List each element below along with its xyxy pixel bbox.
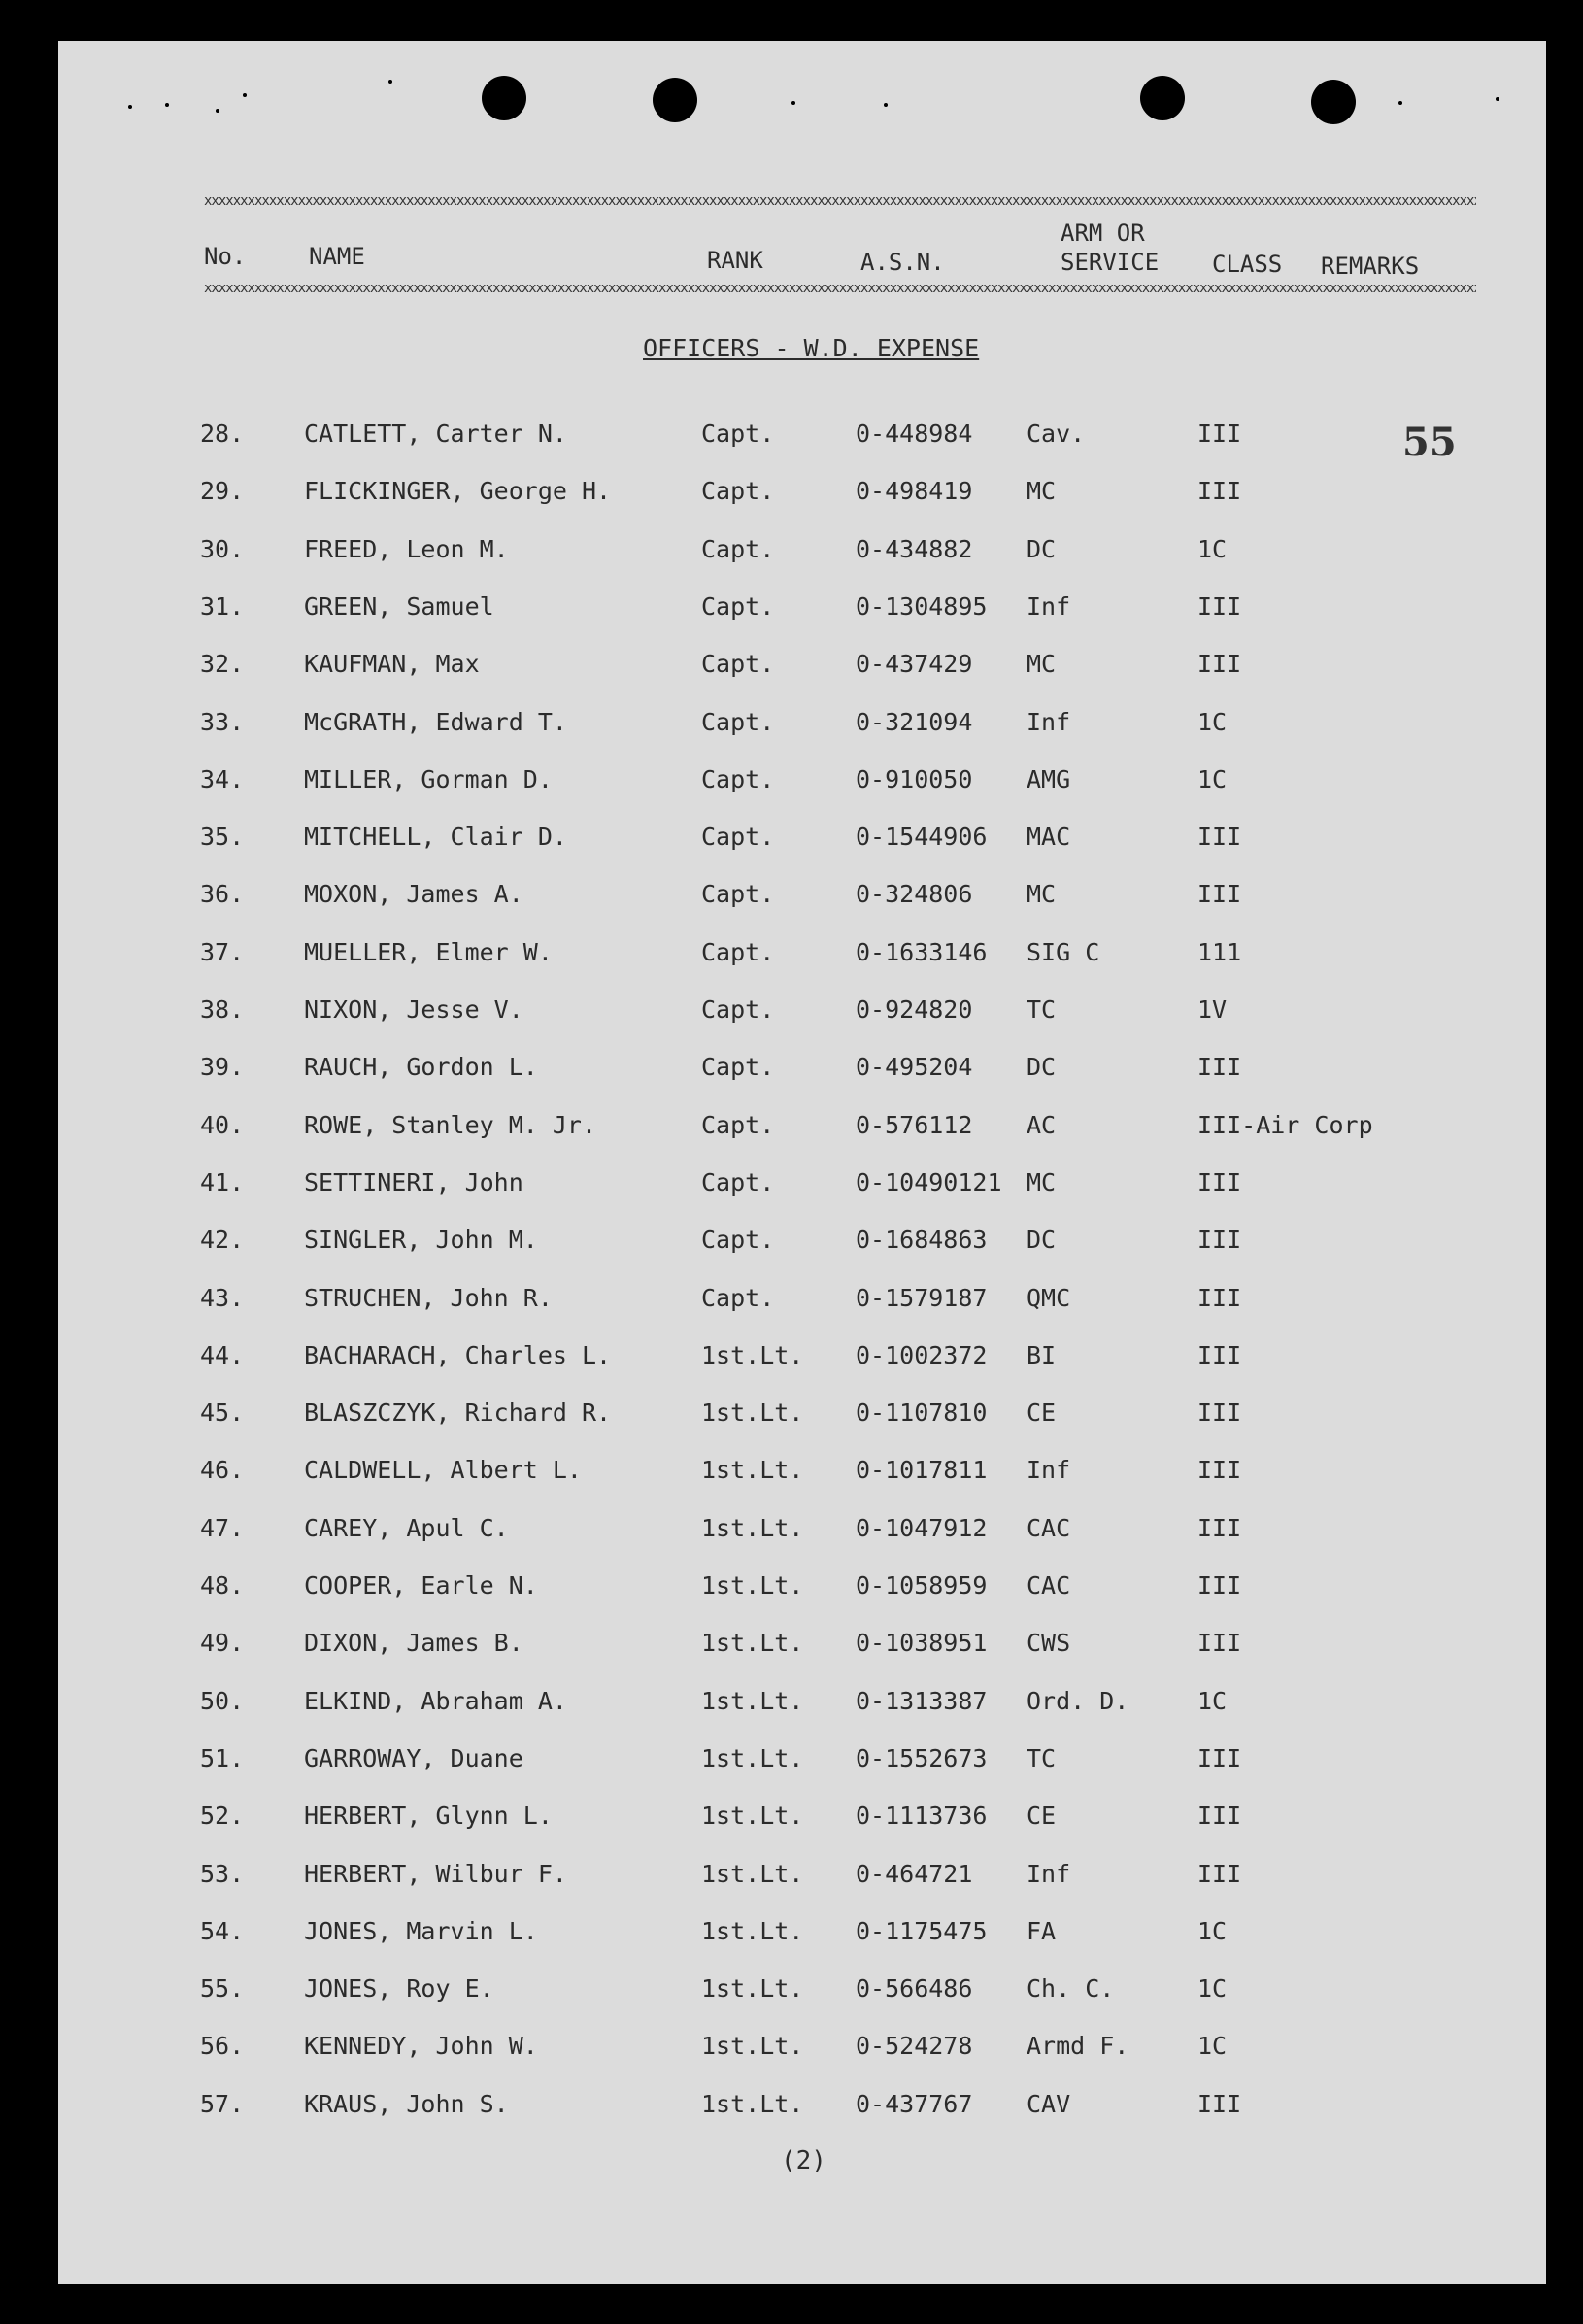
class-cell: III — [1197, 1340, 1242, 1369]
table-row — [58, 1341, 1546, 1380]
rank-cell: Capt. — [701, 477, 775, 506]
class-cell: III — [1197, 1859, 1242, 1888]
officer-name: MILLER, Gorman D. — [304, 764, 553, 793]
arm-service-cell: QMC — [1027, 1283, 1071, 1312]
class-cell: 1C — [1197, 707, 1228, 736]
arm-service-cell: Armd F. — [1027, 2032, 1129, 2061]
class-cell: III — [1197, 1571, 1242, 1600]
arm-service-cell: MC — [1027, 1167, 1057, 1196]
asn-cell: 0-1002372 — [856, 1340, 988, 1369]
row-number: 40. — [200, 1110, 245, 1139]
arm-service-cell: Cav. — [1027, 420, 1086, 448]
officer-name: HERBERT, Glynn L. — [304, 1802, 553, 1831]
asn-cell: 0-321094 — [856, 707, 973, 736]
asn-cell: 0-1544906 — [856, 823, 988, 852]
arm-service-cell: CAC — [1027, 1571, 1071, 1600]
arm-service-cell: AC — [1027, 1110, 1057, 1139]
arm-service-cell: BI — [1027, 1340, 1057, 1369]
table-row — [58, 1456, 1546, 1495]
arm-service-cell: DC — [1027, 1053, 1057, 1082]
row-number: 56. — [200, 2032, 245, 2061]
arm-service-cell: SIG C — [1027, 937, 1100, 966]
officer-name: SETTINERI, John — [304, 1167, 523, 1196]
table-row — [58, 1917, 1546, 1956]
officer-name: MUELLER, Elmer W. — [304, 937, 553, 966]
row-number: 30. — [200, 534, 245, 563]
row-number: 46. — [200, 1456, 245, 1485]
arm-service-cell: DC — [1027, 1226, 1057, 1255]
class-cell: III — [1197, 650, 1242, 679]
table-row — [58, 535, 1546, 574]
arm-service-cell: Ord. D. — [1027, 1686, 1129, 1715]
rank-cell: 1st.Lt. — [701, 2032, 804, 2061]
table-row — [58, 1687, 1546, 1726]
speck — [216, 109, 219, 113]
rank-cell: 1st.Lt. — [701, 1629, 804, 1658]
table-row — [58, 1053, 1546, 1092]
rank-cell: Capt. — [701, 1053, 775, 1082]
class-cell: III — [1197, 591, 1242, 621]
table-row — [58, 880, 1546, 919]
asn-cell: 0-1304895 — [856, 591, 988, 621]
class-cell: III — [1197, 1513, 1242, 1542]
class-cell: III — [1197, 1743, 1242, 1772]
class-cell: 1C — [1197, 534, 1228, 563]
table-row — [58, 1802, 1546, 1840]
row-number: 47. — [200, 1513, 245, 1542]
row-number: 34. — [200, 764, 245, 793]
rank-cell: 1st.Lt. — [701, 1571, 804, 1600]
asn-cell: 0-1552673 — [856, 1743, 988, 1772]
officer-name: KENNEDY, John W. — [304, 2032, 538, 2061]
header-no: No. — [204, 243, 247, 270]
class-cell: 1C — [1197, 1974, 1228, 2004]
arm-service-cell: Ch. C. — [1027, 1974, 1115, 2004]
class-cell: 1C — [1197, 1686, 1228, 1715]
punch-hole — [1140, 76, 1185, 120]
rank-cell: Capt. — [701, 1283, 775, 1312]
asn-cell: 0-524278 — [856, 2032, 973, 2061]
row-number: 52. — [200, 1802, 245, 1831]
officer-name: JONES, Marvin L. — [304, 1916, 538, 1945]
row-number: 29. — [200, 477, 245, 506]
class-cell: III — [1197, 1167, 1242, 1196]
row-number: 45. — [200, 1398, 245, 1428]
officer-name: CAREY, Apul C. — [304, 1513, 509, 1542]
arm-service-cell: DC — [1027, 534, 1057, 563]
table-row — [58, 1398, 1546, 1437]
class-cell: III — [1197, 823, 1242, 852]
asn-cell: 0-448984 — [856, 420, 973, 448]
row-number: 49. — [200, 1629, 245, 1658]
class-cell: III — [1197, 1398, 1242, 1428]
class-cell: III — [1197, 1226, 1242, 1255]
officer-name: BLASZCZYK, Richard R. — [304, 1398, 612, 1428]
section-title: OFFICERS - W.D. EXPENSE — [643, 334, 980, 362]
rank-cell: 1st.Lt. — [701, 1974, 804, 2004]
rank-cell: 1st.Lt. — [701, 1686, 804, 1715]
rank-cell: Capt. — [701, 1110, 775, 1139]
row-number: 37. — [200, 937, 245, 966]
asn-cell: 0-1047912 — [856, 1513, 988, 1542]
officer-name: MOXON, James A. — [304, 880, 523, 909]
arm-service-cell: Inf — [1027, 707, 1071, 736]
row-number: 57. — [200, 2089, 245, 2118]
table-row — [58, 1284, 1546, 1323]
page-number: (2) — [781, 2146, 826, 2175]
arm-service-cell: CE — [1027, 1398, 1057, 1428]
table-row — [58, 592, 1546, 631]
arm-service-cell: TC — [1027, 995, 1057, 1024]
class-cell: III — [1197, 2089, 1242, 2118]
officer-name: HERBERT, Wilbur F. — [304, 1859, 567, 1888]
officer-name: GARROWAY, Duane — [304, 1743, 523, 1772]
asn-cell: 0-1684863 — [856, 1226, 988, 1255]
officer-name: DIXON, James B. — [304, 1629, 523, 1658]
document-page — [58, 41, 1546, 2284]
asn-cell: 0-495204 — [856, 1053, 973, 1082]
table-row — [58, 1168, 1546, 1207]
rank-cell: 1st.Lt. — [701, 1340, 804, 1369]
asn-cell: 0-1175475 — [856, 1916, 988, 1945]
row-number: 51. — [200, 1743, 245, 1772]
rank-cell: 1st.Lt. — [701, 1916, 804, 1945]
rank-cell: Capt. — [701, 650, 775, 679]
officer-name: FLICKINGER, George H. — [304, 477, 612, 506]
rank-cell: Capt. — [701, 534, 775, 563]
class-cell: III — [1197, 1629, 1242, 1658]
asn-cell: 0-924820 — [856, 995, 973, 1024]
speck — [884, 103, 888, 107]
punch-hole — [653, 78, 697, 122]
class-cell: III — [1197, 880, 1242, 909]
header-arm-line2: SERVICE — [1061, 249, 1160, 276]
officer-name: KRAUS, John S. — [304, 2089, 509, 2118]
arm-service-cell: MC — [1027, 650, 1057, 679]
arm-service-cell: FA — [1027, 1916, 1057, 1945]
officer-name: RAUCH, Gordon L. — [304, 1053, 538, 1082]
row-number: 41. — [200, 1167, 245, 1196]
speck — [128, 105, 132, 109]
table-row — [58, 1514, 1546, 1553]
separator-bottom — [204, 282, 1476, 295]
asn-cell: 0-498419 — [856, 477, 973, 506]
table-row — [58, 1226, 1546, 1264]
arm-service-cell: MC — [1027, 477, 1057, 506]
header-rank: RANK — [707, 247, 763, 274]
row-number: 32. — [200, 650, 245, 679]
arm-service-cell: Inf — [1027, 1859, 1071, 1888]
rank-cell: 1st.Lt. — [701, 1456, 804, 1485]
row-number: 50. — [200, 1686, 245, 1715]
class-cell: III-Air Corp — [1197, 1110, 1373, 1139]
table-row — [58, 708, 1546, 747]
asn-cell: 0-434882 — [856, 534, 973, 563]
header-asn: A.S.N. — [860, 249, 945, 276]
rank-cell: Capt. — [701, 707, 775, 736]
row-number: 42. — [200, 1226, 245, 1255]
row-number: 35. — [200, 823, 245, 852]
officer-name: CATLETT, Carter N. — [304, 420, 567, 448]
asn-cell: 0-1107810 — [856, 1398, 988, 1428]
asn-cell: 0-1313387 — [856, 1686, 988, 1715]
row-number: 44. — [200, 1340, 245, 1369]
punch-hole — [482, 76, 526, 120]
officer-name: ELKIND, Abraham A. — [304, 1686, 567, 1715]
asn-cell: 0-576112 — [856, 1110, 973, 1139]
table-row — [58, 823, 1546, 861]
asn-cell: 0-464721 — [856, 1859, 973, 1888]
arm-service-cell: Inf — [1027, 1456, 1071, 1485]
table-row — [58, 1744, 1546, 1783]
asn-cell: 0-324806 — [856, 880, 973, 909]
class-cell: 1C — [1197, 1916, 1228, 1945]
row-number: 43. — [200, 1283, 245, 1312]
speck — [165, 103, 169, 107]
class-cell: 1C — [1197, 2032, 1228, 2061]
class-cell: III — [1197, 1283, 1242, 1312]
rank-cell: Capt. — [701, 591, 775, 621]
officer-name: SINGLER, John M. — [304, 1226, 538, 1255]
speck — [1398, 101, 1402, 105]
asn-cell: 0-1113736 — [856, 1802, 988, 1831]
asn-cell: 0-1038951 — [856, 1629, 988, 1658]
asn-cell: 0-1579187 — [856, 1283, 988, 1312]
arm-service-cell: MAC — [1027, 823, 1071, 852]
officer-name: NIXON, Jesse V. — [304, 995, 523, 1024]
row-number: 53. — [200, 1859, 245, 1888]
class-cell: 111 — [1197, 937, 1242, 966]
officer-name: McGRATH, Edward T. — [304, 707, 567, 736]
arm-service-cell: TC — [1027, 1743, 1057, 1772]
officer-name: MITCHELL, Clair D. — [304, 823, 567, 852]
table-row — [58, 765, 1546, 804]
table-row — [58, 477, 1546, 516]
row-number: 28. — [200, 420, 245, 448]
arm-service-cell: CAV — [1027, 2089, 1071, 2118]
rank-cell: 1st.Lt. — [701, 1398, 804, 1428]
speck — [1496, 97, 1499, 101]
rank-cell: 1st.Lt. — [701, 2089, 804, 2118]
rank-cell: Capt. — [701, 1226, 775, 1255]
officer-name: ROWE, Stanley M. Jr. — [304, 1110, 597, 1139]
class-cell: III — [1197, 477, 1242, 506]
punch-hole — [1311, 80, 1356, 124]
rank-cell: Capt. — [701, 880, 775, 909]
table-row — [58, 938, 1546, 977]
row-number: 48. — [200, 1571, 245, 1600]
table-row — [58, 2032, 1546, 2071]
class-cell: III — [1197, 420, 1242, 448]
officer-name: FREED, Leon M. — [304, 534, 509, 563]
class-cell: III — [1197, 1456, 1242, 1485]
row-number: 39. — [200, 1053, 245, 1082]
rank-cell: 1st.Lt. — [701, 1859, 804, 1888]
officer-name: KAUFMAN, Max — [304, 650, 480, 679]
asn-cell: 0-1017811 — [856, 1456, 988, 1485]
asn-cell: 0-1633146 — [856, 937, 988, 966]
arm-service-cell: CWS — [1027, 1629, 1071, 1658]
asn-cell: 0-910050 — [856, 764, 973, 793]
officer-name: GREEN, Samuel — [304, 591, 494, 621]
rank-cell: 1st.Lt. — [701, 1802, 804, 1831]
class-cell: 1C — [1197, 764, 1228, 793]
arm-service-cell: CE — [1027, 1802, 1057, 1831]
rank-cell: Capt. — [701, 420, 775, 448]
class-cell: III — [1197, 1802, 1242, 1831]
table-row — [58, 1629, 1546, 1667]
table-row — [58, 995, 1546, 1034]
row-number: 55. — [200, 1974, 245, 2004]
header-arm-line1: ARM OR — [1061, 219, 1145, 247]
table-row — [58, 1974, 1546, 2013]
rank-cell: Capt. — [701, 937, 775, 966]
rank-cell: Capt. — [701, 995, 775, 1024]
header-class: CLASS — [1212, 251, 1283, 278]
rank-cell: 1st.Lt. — [701, 1743, 804, 1772]
rank-cell: 1st.Lt. — [701, 1513, 804, 1542]
arm-service-cell: MC — [1027, 880, 1057, 909]
officer-name: STRUCHEN, John R. — [304, 1283, 553, 1312]
officer-name: COOPER, Earle N. — [304, 1571, 538, 1600]
rank-cell: Capt. — [701, 764, 775, 793]
table-row — [58, 1111, 1546, 1150]
class-cell: III — [1197, 1053, 1242, 1082]
row-number: 54. — [200, 1916, 245, 1945]
arm-service-cell: CAC — [1027, 1513, 1071, 1542]
asn-cell: 0-1058959 — [856, 1571, 988, 1600]
officer-name: JONES, Roy E. — [304, 1974, 494, 2004]
officer-name: BACHARACH, Charles L. — [304, 1340, 612, 1369]
row-number: 31. — [200, 591, 245, 621]
table-row — [58, 1571, 1546, 1610]
speck — [388, 80, 392, 84]
table-row — [58, 2090, 1546, 2129]
asn-cell: 0-566486 — [856, 1974, 973, 2004]
row-number: 36. — [200, 880, 245, 909]
arm-service-cell: AMG — [1027, 764, 1071, 793]
officer-name: CALDWELL, Albert L. — [304, 1456, 582, 1485]
arm-service-cell: Inf — [1027, 591, 1071, 621]
table-row — [58, 1860, 1546, 1899]
page-stamp-number: 55 — [1402, 420, 1457, 465]
asn-cell: 0-10490121 — [856, 1167, 1002, 1196]
table-row — [58, 420, 1546, 458]
speck — [243, 93, 247, 97]
header-remarks: REMARKS — [1321, 253, 1420, 280]
row-number: 33. — [200, 707, 245, 736]
class-cell: 1V — [1197, 995, 1228, 1024]
asn-cell: 0-437767 — [856, 2089, 973, 2118]
rank-cell: Capt. — [701, 823, 775, 852]
table-row — [58, 650, 1546, 689]
separator-top — [204, 194, 1476, 208]
rank-cell: Capt. — [701, 1167, 775, 1196]
asn-cell: 0-437429 — [856, 650, 973, 679]
header-name: NAME — [309, 243, 365, 270]
row-number: 38. — [200, 995, 245, 1024]
speck — [792, 101, 795, 105]
